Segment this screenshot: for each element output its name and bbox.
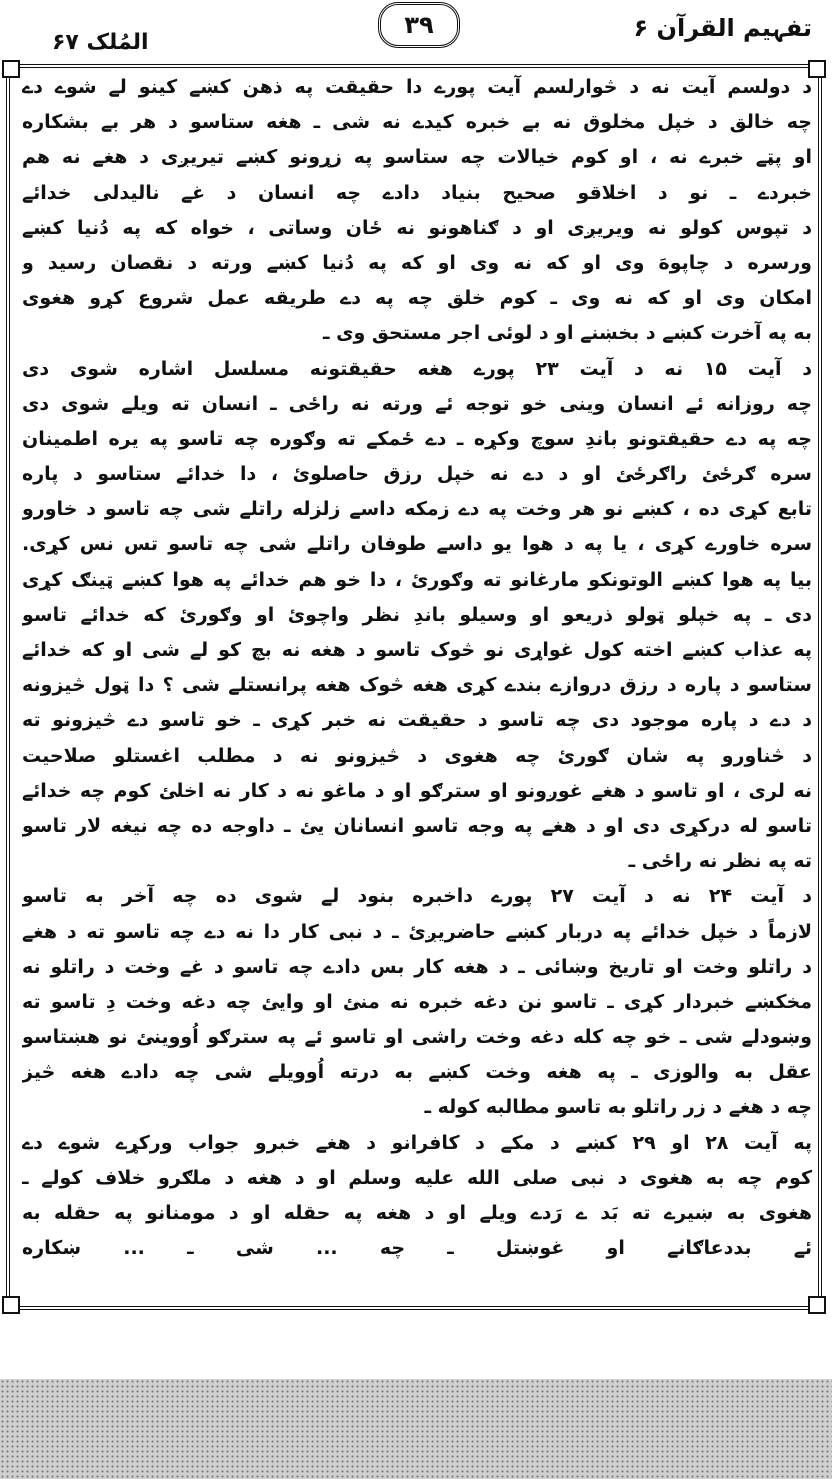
surah-label: المُلک ۶۷ xyxy=(52,30,149,55)
scan-noise-band xyxy=(0,1379,832,1479)
text-line: ئے بددعاګانے او غوښتل ـ چه ... شی ـ ... ښکاره xyxy=(22,1237,812,1260)
text-line: چه روزانه ئے انسان وینی خو توجه ئے ورته نه راځی ـ انسان ته ویلے شوی دی xyxy=(22,392,812,415)
corner-ornament xyxy=(2,60,20,78)
text-line: د دے د پاره موجود دی چه تاسو د حقیقت نه خبر کړی ـ خو تاسو دے څیزونو ته xyxy=(22,709,812,732)
text-line: چه په دے حقیقتونو باندِ سوچ وکړه ـ دے ځمکے ته وګوره چه تاسو په یره اطمینان xyxy=(22,427,812,450)
text-line: د راتلو وخت او تاریخ وښائی ـ د هغه کار بس دادے چه تاسو د غے وخت د راتلو نه xyxy=(22,955,812,978)
text-line: دی ـ په خپلو ټولو ذریعو او وسیلو باندِ نظر واچوئ او وګورئ که خدائے تاسو xyxy=(22,603,812,626)
text-line: ستاسو د پاره د رزق دروازے بندے کړی هغه څوک هغه پرانستلے شی ؟ دا ټول څیزونه xyxy=(22,674,812,697)
text-line: وښودلے شی ـ خو چه کله دغه وخت راشی او تاسو ئے په سترګو اُووینئ نو هښتاسو xyxy=(22,1026,812,1049)
text-line: هغوی به ښیرے ته بَد ے رَدے ویلے او د هغه په حقله او د مومنانو په حقله به xyxy=(22,1202,812,1224)
text-line: تابع کړی ده ، کښے نو هر وخت په دے زمکه داسے زلزله راتلے شی چه تاسو د خاورو xyxy=(22,498,812,521)
text-line: او پټے خبرے نه ، او کوم خیالات چه ستاسو په زړونو کښے تیریږی د هغے نه هم xyxy=(22,146,812,169)
text-line: مخکښے خبردار کړی ـ تاسو نن دغه خبره نه منئ او وایئ چه دغه وخت دِ تاسو ته xyxy=(22,990,812,1013)
text-line: په عذاب کښے اخته کول غواړی نو څوک تاسو د هغه نه بچ کو لے شی او که خدائے xyxy=(22,639,812,661)
page-body xyxy=(22,70,812,1310)
corner-ornament xyxy=(2,1296,20,1314)
text-line: عقل به والوزی ـ په هغه وخت کښے به درته اُوویلے شی چه دادے هغه څیز xyxy=(22,1061,812,1084)
book-title: تفہیم القرآن ۶ xyxy=(633,14,812,42)
text-line: ته په نظر نه راځی ـ xyxy=(628,850,812,873)
text-line: ورسره د چاپوهَ وی او که نه وی او که په دُنیا کښے ورته د نقصان رسید و xyxy=(22,251,812,274)
text-line: بیا په هوا کښے الوتونکو مارغانو ته وګورئ ، دا خو هم خدائے په هوا کښے ټینګ کړی xyxy=(22,568,812,591)
text-line: خبردے ـ نو د اخلاقو صحیح بنیاد دادے چه انسان د غے نالیدلی خدائے xyxy=(22,181,812,204)
text-line: نه لری ، او تاسو د هغے غوږونو او سترګو او د ماغو نه د کار نه اخلئ کوم چه خدائے xyxy=(22,779,812,802)
text-line: سره ګرځئ راګرځئ او د دے نه خپل رزق حاصلوئ ، دا خدائے ستاسو د پاره xyxy=(22,463,812,486)
text-line: امکان وی او که نه وی ـ کوم خلق چه په دے طریقه عمل شروع کړو هغوی xyxy=(22,287,812,310)
text-line: د څناورو په شان ګورئ چه هغوی د څیزونو نه د مطلب اغستلو صلاحیت xyxy=(22,744,812,767)
page-number: ۳۹ xyxy=(378,2,460,48)
text-line: تاسو له درکړی دی او د هغے په وجه تاسو انسانان یئ ـ داوجه ده چه نیغه لار تاسو xyxy=(22,814,812,837)
text-line: کوم چه به هغوی د نبی صلی الله علیه وسلم او د هغه د ملګرو خلاف کولے ـ xyxy=(22,1166,812,1189)
text-line: په آیت ۲۸ او ۲۹ کښے د مکے د کافرانو د هغے خبرو جواب ورکړے شوے دے xyxy=(22,1131,812,1154)
text-line: د تپوس کولو نه ویریږی او د ګناهونو نه ځان وساتی ، خواه که په دُنیا کښے xyxy=(22,216,812,239)
text-line: لازماً د خپل خدائے په دربار کښے حاضریږئ ـ د نبی کار دا نه دے چه تاسو ته د هغے xyxy=(22,920,812,943)
page-header xyxy=(0,0,832,62)
text-line: به په آخرت کښے د بخښنے او د لوئی اجر مستحق وی ـ xyxy=(322,322,812,345)
text-line: سره خاورے کړی ، یا په د هوا یو داسے طوفان راتلے شی چه تاسو تس نس کړی. xyxy=(22,533,812,556)
text-line: چه د هغے د زر راتلو به تاسو مطالبه کوله ـ xyxy=(424,1096,812,1119)
text-line: د دولسم آیت نه د څوارلسم آیت پورے دا حقیقت په ذهن کښے کینو لے شوے دے xyxy=(22,76,812,98)
text-line: د آیت ۱۵ نه د آیت ۲۳ پورے هغه حقیقتونه مسلسل اشاره شوی دی xyxy=(22,357,812,380)
text-line: د آیت ۲۴ نه د آیت ۲۷ پورے داخبره بنود لے شوی ده چه آخر به تاسو xyxy=(22,885,812,908)
text-line: چه خالق د خپل مخلوق نه بے خبره کیدے نه شی ـ هغه ستاسو د هر بے بشکاره xyxy=(22,111,812,134)
